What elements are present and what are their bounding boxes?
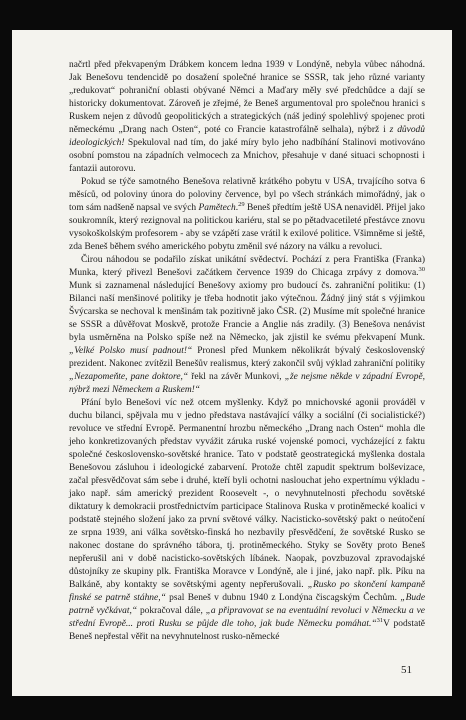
text-run: psal Beneš v dubnu 1940 z Londýna čiscagským Čechům. bbox=[165, 593, 401, 603]
italic-text: „Bude patrně vyčkávat,“ bbox=[69, 593, 426, 616]
text-run: Pronesl před Munkem několikrát bývalý československý prezident. Nakonec zvítězil Benešův realismus, který zakončil svůj výklad zahraniční politiky bbox=[69, 346, 425, 369]
footnote-ref: 29 bbox=[238, 201, 245, 208]
paragraph bbox=[69, 397, 425, 644]
text-run: Pokud se týče samotného Benešova relativně krátkého pobytu v USA, trvajícího sotva 6 měsíců, od poloviny února do poloviny července, byl po všech stránkách mimořádný, jak o tom sám nadšeně napsal ve svých bbox=[69, 177, 425, 213]
text-run: . bbox=[235, 203, 239, 213]
italic-text: „Rusko po skončení kampaně finské se patrně stáhne,“ bbox=[69, 580, 425, 603]
text-run: načrtl před překvapeným Drábkem koncem ledna 1939 v Londýně, nebyla vůbec náhodná. Jak Benešovu tendencidě po dosažení společné hranice se SSSR, tak jeho různé varianty „redukovat“ pohraniční oblasti obývané Němci a Maďary měly své předchůdce a dají se historicky dokumentovat. Zároveň je zřejmé, že Beneš argumentoval pro společnou hranici s Ruskem nejen z důvodů geopolitických a strategických (náš jediný spolehlivý spojenec proti německému „Drang nach Osten“, poté co Francie katastrofálně selhala), nýbrž i bbox=[69, 60, 425, 135]
paragraph bbox=[69, 254, 425, 397]
italic-text: Pamětech bbox=[198, 203, 236, 213]
book-page bbox=[12, 30, 452, 696]
page-number: 51 bbox=[401, 664, 412, 676]
footnote-ref: 30 bbox=[418, 266, 425, 273]
italic-text: „Nezapomeňte, pane doktore,“ bbox=[69, 372, 189, 382]
body-text bbox=[69, 59, 425, 644]
italic-text: „a připravovat se na eventuální revoluci v Německu a ve střední Evropě... proti Rusku se půjde dle toho, jak bude Německu pomáhat.“ bbox=[69, 606, 425, 629]
text-run: Čirou náhodou se podařilo získat unikátní svědectví. Pochází z pera Františka (Franka) Munka, který přivezl Benešovi začátkem července 1939 do Chicaga zrpávy z domova. bbox=[69, 255, 425, 278]
text-run: Přání bylo Benešovi víc než otcem myšlenky. Když po mnichovské agonii prováděl v duchu bilanci, spějvala mu v jedno představa nastávající války a sociální (či socialistické?) revoluce ve střední Evropě. Permanentní hrozbu německého „Drang nach Osten“ mohla dle jeho konkretizovaných představ vyvážit záruka ruské vojenské pomoci, vycházející z faktu společné československo-sovětské hranice. Tato v podstatě geostrategická myšlenka dostala Benešovou zásluhou i ideologické zabarvení. Protože chtěl zapudit spektrum bolševizace, začal přesvědčovat sám sebe i druhé, kteří byli ochotni naslouchat jeho expertnímu výkladu - jako např. sám americký prezident Roosevelt -, o nevyhnutelnosti přechodu sovětské diktatury k demokracii prostřednictvím participace Stalinova Ruska v protiněmecké koalici v podstatě stejného složení jako za první světové války. Nacisticko-sovětský pakt o neútočení ze srpna 1939, ani válka sovětsko-finská ho nezbavily přesvědčení, že sovětské Rusko se nakonec dostane do správného tábora, tj. protiněmeckého. Styky se Sověty proto Beneš nepřerušil ani v době nacisticko-sovětských líbánek. Naopak, povzbuzoval zpravodajské důstojníky ze skupiny plk. Františka Moravce v Londýně, ale i jiné, jako např. plk. Píku na Balkáně, aby kontakty se sovětskými agenty nepřerušovali. bbox=[69, 398, 425, 590]
text-run: pokračoval dále, bbox=[137, 606, 206, 616]
text-run: řekl na závěr Munkovi, bbox=[188, 372, 285, 382]
footnote-ref: 31 bbox=[376, 617, 384, 624]
text-run: Munk si zaznamenal následující Benešovy axiomy pro budoucí čs. zahraniční politiku: (1) Bilanci naší menšinové politiky je třeba hodnotit jako výtečnou. Žádný jiný stát s výjimkou Švýcarska se nechoval k menšinám tak pozitivně jako ČSR. (2) Musíme mít společné hranice se SSSR a důvěřovat Moskvě, protože Francie a Anglie nás zradily. (3) Benešova nenávist byla usměrněna na Polsko spíše než na Německo, jak zjistil ke svému překvapení Munk. bbox=[69, 281, 425, 343]
italic-text: „Velké Polsko musí padnout!“ bbox=[69, 346, 193, 356]
paragraph bbox=[69, 59, 425, 176]
italic-text: „že nejsme někde v západní Evropě, nýbrž mezi Německem a Ruskem!“ bbox=[69, 372, 425, 395]
italic-text: z důvodů ideologických! bbox=[69, 125, 425, 148]
paragraph bbox=[69, 176, 425, 254]
text-run: Spekuloval nad tím, do jaké míry bylo jeho nadbíhání Stalinovi motivováno osobní pomstou na západních velmocech za Mnichov, přesahuje v dané situaci schopnosti i fantazii autorovu. bbox=[69, 138, 425, 174]
text-run: Beneš předtím ještě USA nenaviděl. Přijel jako soukromník, který rezignoval na politickou kariéru, stal se po pětadvacetileté přestávce znovu vysokoškolským profesorem - aby se vzápětí zase vrátil k exilové politice. Všimněme si ještě, zda Beneš během svého amerického pobytu změnil své názory na válku a revoluci. bbox=[69, 203, 425, 252]
text-run: V podstatě Beneš nepřestal věřit na nevyhnutelnost rusko-německé bbox=[69, 619, 425, 642]
